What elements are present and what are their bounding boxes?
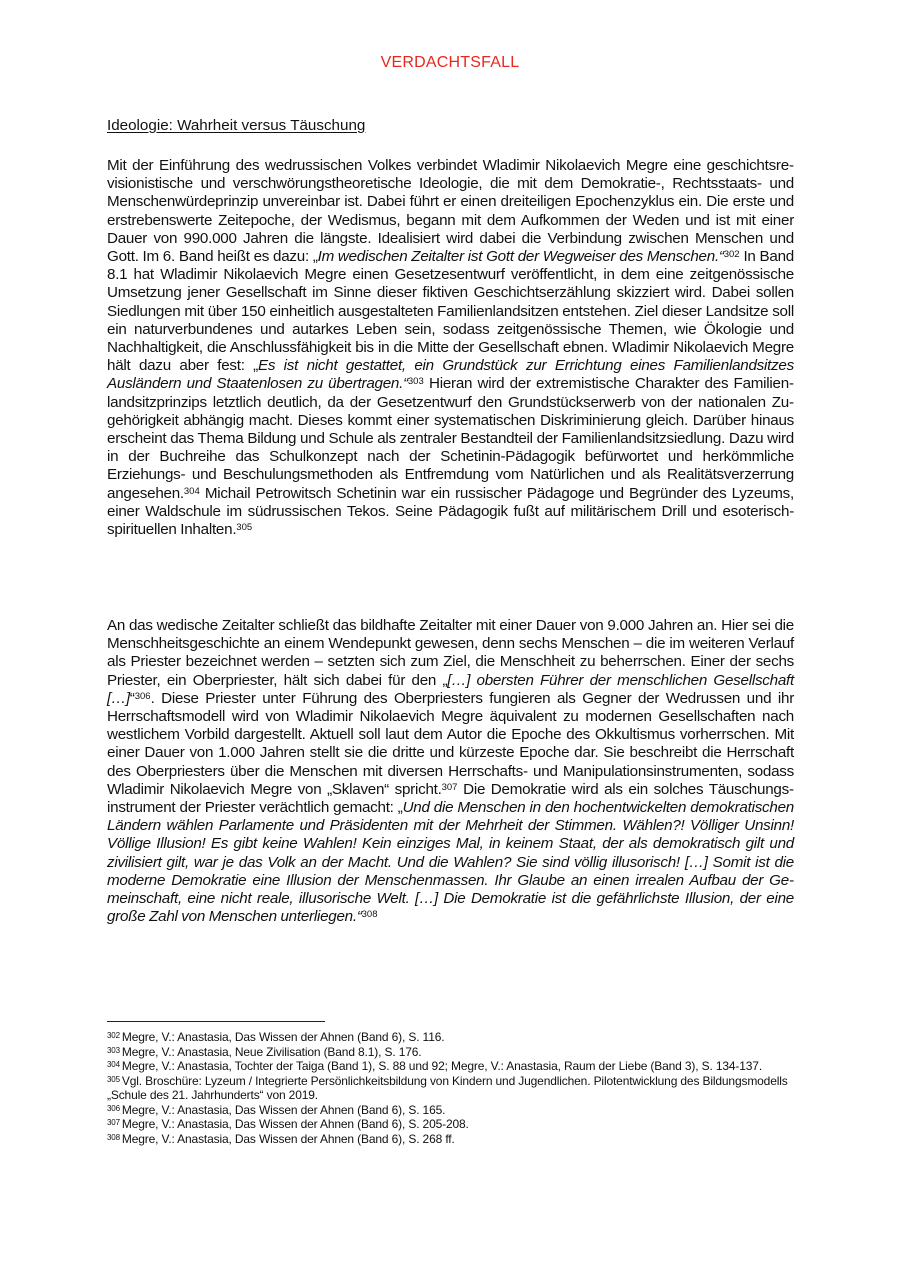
p2-text-2: . Diese Priester unter Führung des Oberpriesters fungieren als Gegner der Wedrussen und ihr Herrschaftsmodell wird von Wladimir Nikolaevich Megre äquivalent zu modernen Gesellschaften nach westlichem Vorbild dargestellt. Aktuell soll laut dem Autor die Epoche des Okkultismus vorherrschen. Mit einer Dauer von 1.000 Jahren stellt sie die dritte und kürzeste Epoche dar. Sie beschreibt die Herrschaft des Oberpriesters über die Menschen mit diversen Herrschafts- und Manipulationsinstrumenten, sodass Wladimir Nikolaevich Megre von „Sklaven“ spricht.	[107, 689, 794, 798]
footnote-text: Megre, V.: Anastasia, Neue Zivilisation (Band 8.1), S. 176.	[121, 1044, 422, 1059]
footnote-ref-306[interactable]: 306	[134, 690, 151, 702]
footnote-ref-305[interactable]: 305	[236, 522, 253, 534]
footnote-number: 308	[107, 1132, 120, 1142]
footnotes	[107, 1030, 794, 1146]
p2-quote-close: “	[129, 689, 135, 707]
p1-text-1: Mit der Einführung des wedrussischen Volkes verbindet Wladimir Nikolaevich Megre eine geschichtsrevisionistische und verschwörungstheoretische Ideologie, die mit dem Demokratie-, Rechtsstaats- und Menschenwürdeprinzip unvereinbar ist. Dabei führt er einen dreiteiligen Epochenzyklus ein. Die erste und erstrebenswerte Zeitepoche, der Wedismus, begann mit dem Aufkommen der Weden und ist mit einer Dauer von 990.000 Jahren die längste. Idealisiert wird dabei die Verbindung zwischen Menschen und Gott. Im 6. Band heißt es dazu: „	[107, 157, 794, 266]
p2-text-1: An das wedische Zeitalter schließt das bildhafte Zeitalter mit einer Dauer von 9.000 Jahren an. Hier sei die Menschheitsgeschichte an einem Wendepunkt gewesen, denn sechs Menschen – die im weiteren Verlauf als Priester bezeichnet werden – setzten sich zum Ziel, die Menschheit zu beherrschen. Einer der sechs Priester, ein Oberpriester, hält sich dabei für den „	[107, 617, 794, 689]
p1-text-4: Michail Petrowitsch Schetinin war ein russischer Pädagoge und Begründer des Lyzeums, einer Waldschule im südrussischen Tekos. Seine Pädagogik fußt auf militärischem Drill und esoterisch-spirituellen Inhalten.	[107, 484, 794, 539]
footnote-308	[107, 1132, 794, 1147]
footnote-text: Megre, V.: Anastasia, Das Wissen der Ahnen (Band 6), S. 116.	[121, 1030, 445, 1044]
footnote-number: 302	[107, 1031, 120, 1040]
footnote-text: Megre, V.: Anastasia, Das Wissen der Ahnen (Band 6), S. 268 ff.	[121, 1131, 455, 1146]
footnote-text: Vgl. Broschüre: Lyzeum / Integrierte Persönlichkeitsbildung von Kindern und Jugendlichen. Pilotentwicklung des Bildungsmodells „Schule des 21. Jahrhunderts“ von 2019.	[107, 1073, 788, 1102]
footnote-ref-303[interactable]: 303	[407, 376, 424, 388]
footnote-ref-308[interactable]: 308	[361, 909, 378, 921]
p2-text-3: Die Demokratie wird als ein solches Täuschungsinstrument der Priester verächtlich gemacht: „	[107, 780, 794, 817]
footnote-separator	[107, 1021, 325, 1022]
paragraph-1	[107, 157, 794, 539]
p1-text-2: In Band 8.1 hat Wladimir Nikolaevich Megre einen Gesetzesentwurf veröffentlicht, in dem eine zeitgenössische Umsetzung jener Gesellschaft im Sinne dieser fiktiven Geschichtserzählung skizziert wird. Dabei sollen Siedlungen mit über 150 einheitlich ausgestalteten Familienlandsitzen entstehen. Ziel dieser Landsitze soll ein naturverbundenes und autarkes Leben sein, sodass zeitgenössische Themen, wie Ökologie und Nachhaltigkeit, die Anschlussfähigkeit bis in die Mitte der Gesellschaft ebnen. Wladimir Nikolaevich Megre hält dazu aber fest: „	[107, 248, 794, 375]
footnote-number: 305	[107, 1074, 120, 1084]
classification-banner: VERDACHTSFALL	[380, 54, 520, 71]
section-heading: Ideologie: Wahrheit versus Täuschung	[107, 117, 366, 134]
footnote-text: Megre, V.: Anastasia, Das Wissen der Ahnen (Band 6), S. 165.	[121, 1102, 446, 1117]
p2-quote-2: Und die Menschen in den hochentwickelten demokratischen Ländern wählen Parlamente und Präsidenten mit der Mehrheit der Stimmen. Wählen?! Völliger Unsinn! Völlige Illusion! Es gibt keine Wahlen! Kein einziges Mal, in keinem Staat, der als demokratisch gilt und zivilisiert gilt, war je das Volk an der Macht. Und die Wahlen? Sie sind völlig illusorisch! […] Somit ist die moderne Demokratie eine Illusion der Menschenmassen. Ihr Glaube an einen irrealen Aufbau der Gemeinschaft, eine nicht reale, illusorische Welt. […] Die Demokratie ist die gefährlichste Illusion, der eine große Zahl von Menschen unterliegen.“	[107, 799, 794, 926]
footnote-305	[107, 1074, 794, 1103]
footnote-ref-304[interactable]: 304	[183, 485, 200, 497]
footnote-number: 307	[107, 1118, 120, 1127]
p1-quote-1: Im wedischen Zeitalter ist Gott der Wegweiser des Menschen.“	[317, 248, 724, 266]
paragraph-2	[107, 617, 794, 926]
footnote-number: 303	[107, 1045, 120, 1055]
footnote-text: Megre, V.: Anastasia, Tochter der Taiga (Band 1), S. 88 und 92; Megre, V.: Anastasia, Raum der Liebe (Band 3), S. 134-137.	[121, 1059, 763, 1073]
footnote-number: 306	[107, 1103, 120, 1113]
footnote-303	[107, 1045, 794, 1060]
footnote-302	[107, 1030, 794, 1045]
footnote-306	[107, 1103, 794, 1118]
footnote-304	[107, 1059, 794, 1074]
footnote-text: Megre, V.: Anastasia, Das Wissen der Ahnen (Band 6), S. 205-208.	[121, 1117, 469, 1131]
footnote-ref-307[interactable]: 307	[441, 781, 458, 793]
p1-quote-2: Es ist nicht gestattet, ein Grundstück zur Errichtung eines Familienlandsitzes Ausländern und Staatenlosen zu übertragen.“	[107, 357, 794, 393]
p2-quote-1: […] obersten Führer der menschlichen Gesellschaft […]	[107, 671, 794, 707]
footnote-ref-302[interactable]: 302	[723, 249, 740, 261]
footnote-number: 304	[107, 1060, 120, 1069]
p1-text-3: Hieran wird der extremistische Charakter des Familienlandsitzprinzips letztlich deutlich, da der Gesetzentwurf den Grundstückserwerb von der nationalen Zugehörigkeit abhängig macht. Dieses kommt einer systematischen Diskriminierung gleich. Darüber hinaus erscheint das Thema Bildung und Schule als zentraler Bestandteil der Familienlandsitzsiedlung. Dazu wird in der Buchreihe das Schulkonzept nach der Schetinin-Pädagogik befürwortet und herkömmliche Erziehungs- und Beschulungsmethoden als Entfremdung vom Natürlichen und als Realitätsverzerrung angesehen.	[107, 375, 795, 502]
footnote-307	[107, 1117, 794, 1132]
